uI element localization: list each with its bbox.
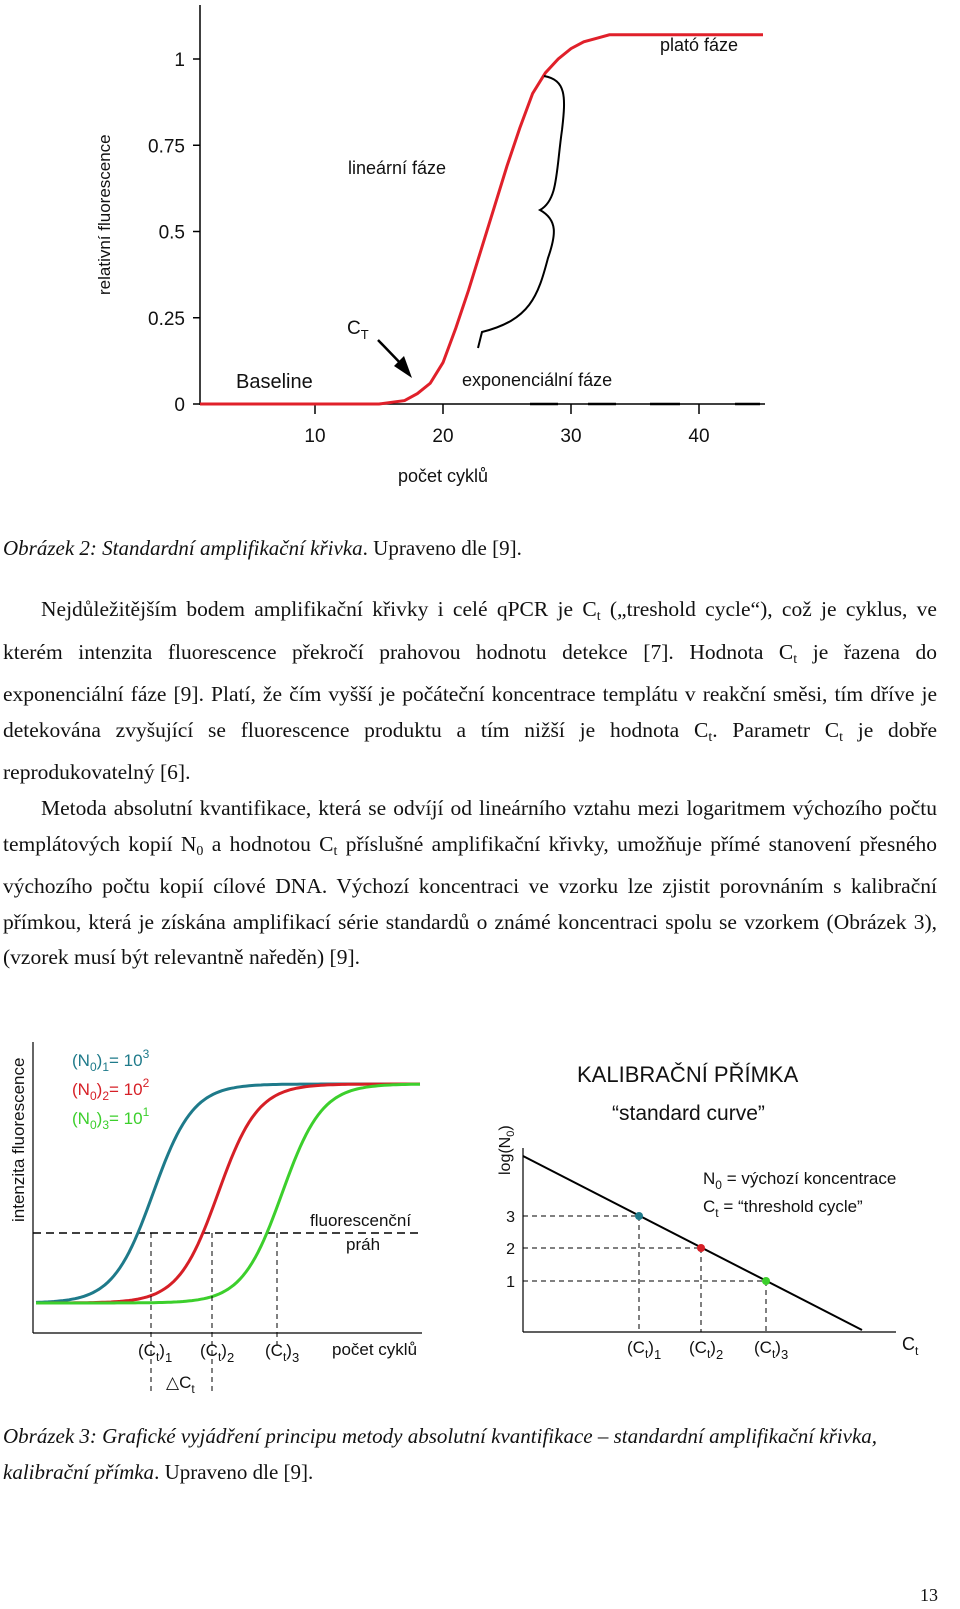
fig2-xtick-label: 40	[688, 426, 710, 447]
n0-definition: $N_0$ = výchozí koncentrace	[703, 1169, 897, 1192]
fig3-left-ct-labels	[138, 1341, 299, 1365]
fig3-right-xlabel: $C_t$	[902, 1334, 919, 1358]
right-ct-label-3: $(C_t)_3$	[754, 1338, 789, 1362]
calibration-subtitle: “standard curve”	[612, 1102, 765, 1125]
page-number: 13	[920, 1585, 938, 1605]
figure-2-caption-rest: . Upraveno dle [9].	[362, 536, 522, 560]
figure-3-absolute-quantification	[0, 1030, 960, 1400]
ct-definition: $C_t$ = “threshold cycle”	[703, 1197, 863, 1220]
fig2-xtick-label: 20	[432, 426, 454, 447]
legend-entry-3: $(N_0)_3= 10^1$	[72, 1105, 150, 1132]
fig3-left-ylabel: intenzita fluorescence	[9, 1057, 28, 1222]
curve-series-1	[36, 1084, 420, 1302]
legend-entry-1: $(N_0)_1= 10^3$	[72, 1047, 150, 1074]
ct-label: $C_T$	[347, 318, 369, 342]
fig3-right-panel	[497, 1062, 919, 1362]
ct-drop-lines	[151, 1233, 277, 1394]
fig2-amplification-curve-line	[200, 35, 763, 404]
plateau-label: plató fáze	[660, 35, 739, 55]
fig2-ytick-label: 0.5	[158, 222, 185, 244]
paragraph-1: Nejdůležitějším bodem amplifikační křivky i celé qPCR je $C_t$ („treshold cycle“), což je cyklus, ve kterém intenzita fluorescence překročí prahovou hodnotu detekce [7]. Hodnota $C_t$ je řazena do exponenciální fáze [9]. Platí, že čím vyšší je počáteční koncentrace templátu v reakční směsi, tím dříve je detekována zvyšující se fluorescence produktu a tím nižší je hodnota $C_t$. Parametr $C_t$ je dobře reprodukovatelný [6].	[3, 597, 937, 785]
fig3-right-ct-labels	[627, 1338, 788, 1362]
figure-2-amplification-curve	[0, 0, 960, 500]
left-ct-label-3: $(C_t)_3$	[265, 1341, 300, 1365]
calibration-point-1	[635, 1212, 643, 1220]
fig2-xtick-label: 10	[304, 426, 326, 447]
curve-series-2	[36, 1084, 420, 1303]
right-ytick-label: 2	[506, 1241, 515, 1258]
delta-ct-label: $\triangle C_t$	[166, 1373, 195, 1396]
right-ct-label-2: $(C_t)_2$	[689, 1338, 724, 1362]
threshold-label-line2: práh	[346, 1235, 381, 1254]
exponential-phase-label: exponenciální fáze	[462, 370, 613, 390]
baseline-label: Baseline	[236, 371, 313, 393]
fig2-xlabel: počet cyklů	[398, 466, 489, 486]
calibration-points	[523, 1212, 770, 1332]
calibration-point-2	[697, 1244, 705, 1252]
figure-3-caption-italic: Obrázek 3: Grafické vyjádření principu metody absolutní kvantifikace – standardní amplifikační křivka, kalibrační přímka	[3, 1424, 878, 1484]
paragraph-2: Metoda absolutní kvantifikace, která se odvíjí od lineárního vztahu mezi logaritmem výchozího počtu templátových kopií $N_0$ a hodnotou $C_t$ příslušné amplifikační křivky, umožňuje přímé stanovení přesného výchozího počtu kopií cílové DNA. Výchozí koncentraci ve vzorku lze zjistit porovnáním s kalibrační přímkou, která je získána amplifikací série standardů o známé koncentraci spolu se vzorkem (Obrázek 3), (vzorek musí být relevantně naředěn) [9].	[3, 795, 938, 970]
linear-phase-brace	[478, 76, 564, 348]
fig2-ytick-label: 1	[174, 50, 185, 71]
right-ytick-label: 1	[506, 1274, 515, 1291]
fig2-ytick-label: 0.25	[148, 308, 185, 330]
figure-3-caption-rest: . Upraveno dle [9].	[154, 1460, 314, 1484]
figure-2-caption	[3, 530, 939, 566]
left-ct-label-2: $(C_t)_2$	[200, 1341, 235, 1365]
figure-3-caption	[3, 1418, 939, 1490]
fig3-left-xlabel: počet cyklů	[332, 1340, 418, 1359]
calibration-point-3	[762, 1277, 770, 1285]
fig3-left-panel	[9, 1042, 422, 1396]
calibration-title: KALIBRAČNÍ PŘÍMKA	[577, 1062, 799, 1087]
right-ct-label-1: $(C_t)_1$	[627, 1338, 662, 1362]
fig2-ytick-label: 0.75	[148, 136, 185, 158]
fig3-right-y-ticks	[506, 1209, 515, 1291]
fig3-right-ylabel: $\log(N_0)$	[497, 1125, 517, 1175]
legend-entry-2: $(N_0)_2= 10^2$	[72, 1076, 150, 1103]
linear-phase-label: lineární fáze	[348, 158, 447, 178]
fig2-ylabel: relativní fluorescence	[95, 134, 114, 295]
body-text	[3, 592, 937, 976]
figure-2-caption-italic: Obrázek 2: Standardní amplifikační křivka	[3, 536, 363, 560]
ct-arrow	[378, 340, 412, 378]
fig3-legend	[72, 1047, 150, 1132]
fig2-ytick-label: 0	[174, 395, 185, 416]
left-ct-label-1: $(C_t)_1$	[138, 1341, 173, 1365]
right-ytick-label: 3	[506, 1209, 515, 1226]
fig2-x-ticks	[304, 404, 709, 447]
fig2-xtick-label: 30	[560, 426, 582, 447]
fig2-y-ticks	[148, 50, 200, 416]
threshold-label-line1: fluorescenční	[310, 1211, 412, 1230]
